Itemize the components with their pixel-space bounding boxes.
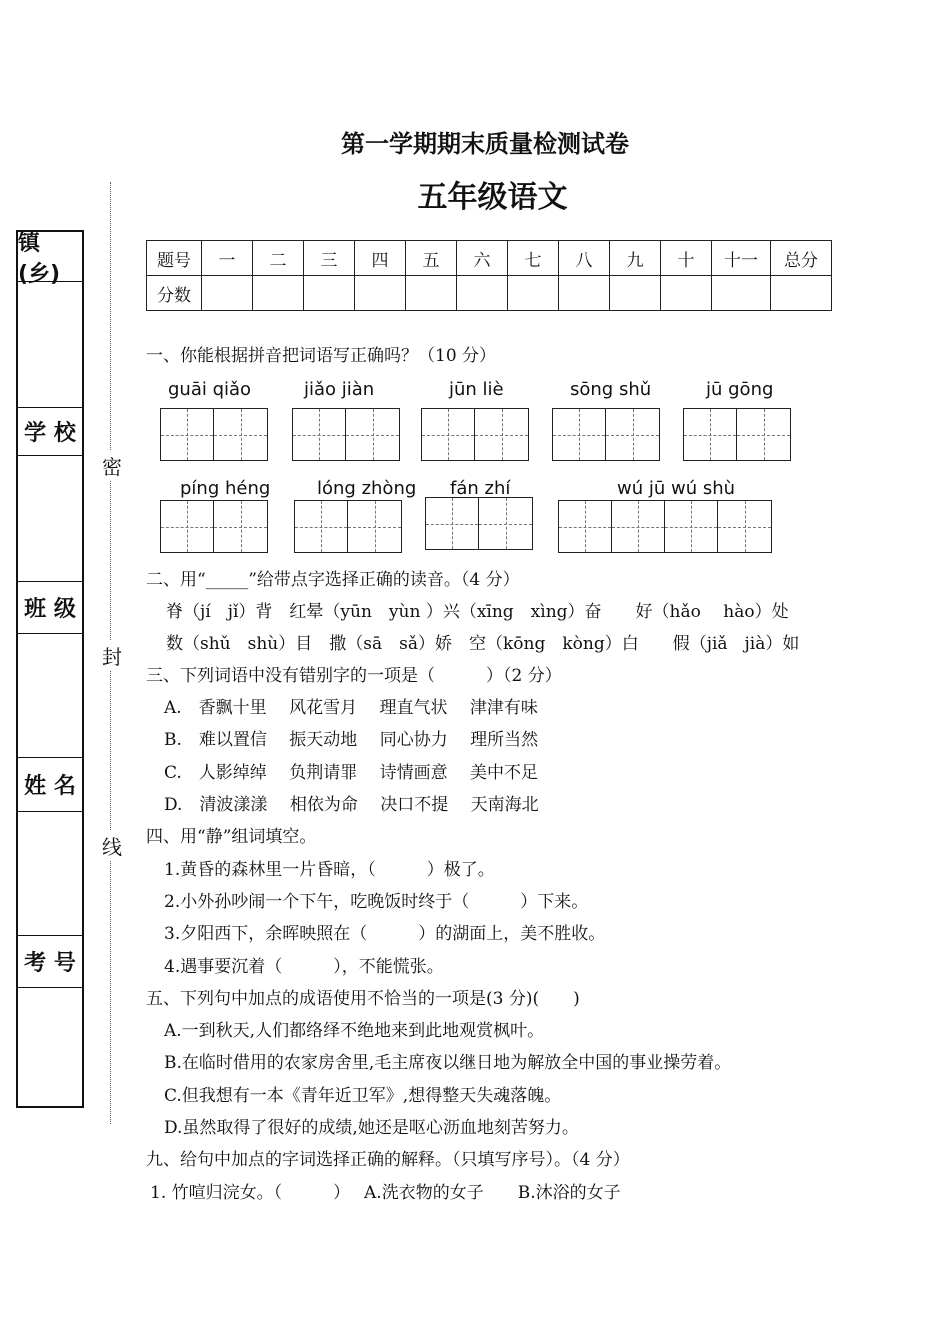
section9-heading: 九、给句中加点的字词选择正确的解释。（只填写序号）。（4 分） [146,1150,630,1170]
character-grid[interactable] [425,497,533,550]
character-grid[interactable] [294,500,402,553]
section2-heading: 二、用“_____”给带点字选择正确的读音。（4 分） [146,570,520,590]
score-cell[interactable] [304,276,355,311]
section5-heading: 五、下列句中加点的成语使用不恰当的一项是(3 分)( ) [146,989,580,1009]
pinyin-label: jiǎo jiàn [304,379,375,400]
score-cell[interactable] [202,276,253,311]
option-line: D.虽然取得了很好的成绩,她还是呕心沥血地刻苦努力。 [164,1118,579,1138]
name-field[interactable] [18,812,82,936]
character-grid[interactable] [558,500,772,553]
score-cell[interactable] [508,276,559,311]
class-field[interactable] [18,634,82,758]
score-cell[interactable] [406,276,457,311]
character-grid[interactable] [421,408,529,461]
table-header-cell: 九 [610,241,661,276]
pinyin-label: píng héng [180,478,271,499]
class-label: 班 级 [18,582,82,634]
seal-char-feng: 封 [100,641,124,670]
score-cell[interactable] [661,276,712,311]
school-label: 学 校 [18,408,82,456]
table-header-cell: 二 [253,241,304,276]
question-item: 1. 竹喧归浣女。（ ） A.洗衣物的女子 B.沐浴的女子 [150,1183,621,1203]
score-cell[interactable] [253,276,304,311]
character-grid[interactable] [160,500,268,553]
exam-subtitle: 五年级语文 [417,180,568,215]
school-field[interactable] [18,456,82,582]
table-header-cell: 总分 [771,241,832,276]
table-header-cell: 六 [457,241,508,276]
section1-heading: 一、你能根据拼音把词语写正确吗？（10 分） [146,346,497,366]
score-cell[interactable] [712,276,771,311]
exam-title: 第一学期期末质量检测试卷 [341,130,629,158]
option-line: A. 香飘十里 风花雪月 理直气状 津津有味 [164,698,538,718]
pinyin-label: wú jū wú shù [617,478,736,499]
score-table-header-row [147,241,832,276]
section4-heading: 四、用“静”组词填空。 [146,827,317,847]
section3-heading: 三、下列词语中没有错别字的一项是（ ）（2 分） [146,666,562,686]
section2-line: 脊（jí jǐ）背 红晕（yūn yùn ）兴（xīng xìng）奋 好（hǎo hào）处 [166,602,789,622]
question-item: 2.小外孙吵闹一个下午，吃晚饭时终于（ ）下来。 [164,892,589,912]
table-header-cell: 三 [304,241,355,276]
table-header-cell: 十 [661,241,712,276]
table-header-cell: 题号 [147,241,202,276]
score-table [146,240,832,311]
pinyin-label: lóng zhòng [317,478,417,499]
town-label: 镇(乡) [18,232,82,282]
pinyin-label: fán zhí [450,478,511,499]
score-cell[interactable] [355,276,406,311]
option-line: B.在临时借用的农家房舍里,毛主席夜以继日地为解放全中国的事业操劳着。 [164,1053,732,1073]
score-row-label: 分数 [147,276,202,311]
character-grid[interactable] [160,408,268,461]
score-cell[interactable] [559,276,610,311]
table-header-cell: 七 [508,241,559,276]
pinyin-label: guāi qiǎo [168,379,252,400]
seal-char-xian: 线 [100,831,124,860]
question-item: 4.遇事要沉着（ ），不能慌张。 [164,957,444,977]
table-header-cell: 十一 [712,241,771,276]
table-header-cell: 一 [202,241,253,276]
score-cell[interactable] [457,276,508,311]
town-field[interactable] [18,282,82,408]
exam-number-field[interactable] [18,988,82,1106]
character-grid[interactable] [552,408,660,461]
option-line: B. 难以置信 振天动地 同心协力 理所当然 [164,730,539,750]
character-grid[interactable] [292,408,400,461]
option-line: D. 清波漾漾 相依为命 决口不提 天南海北 [164,795,539,815]
pinyin-label: sōng shǔ [570,379,652,400]
name-label: 姓 名 [18,758,82,812]
seal-char-mi: 密 [100,451,124,480]
table-header-cell: 八 [559,241,610,276]
pinyin-label: jūn liè [449,379,504,400]
option-line: A.一到秋天,人们都络绎不绝地来到此地观赏枫叶。 [164,1021,545,1041]
score-cell[interactable] [771,276,832,311]
option-line: C. 人影绰绰 负荆请罪 诗情画意 美中不足 [164,763,539,783]
table-header-cell: 四 [355,241,406,276]
score-cell[interactable] [610,276,661,311]
pinyin-label: jū gōng [706,379,774,400]
character-grid[interactable] [683,408,791,461]
section2-line: 数（shǔ shù）目 撒（sā sǎ）娇 空（kōng kòng）白 假（jiǎ jià）如 [166,634,800,654]
option-line: C.但我想有一本《青年近卫军》,想得整天失魂落魄。 [164,1086,562,1106]
question-item: 3.夕阳西下，余晖映照在（ ）的湖面上，美不胜收。 [164,924,606,944]
exam-number-label: 考 号 [18,936,82,988]
score-table-score-row [147,276,832,311]
table-header-cell: 五 [406,241,457,276]
question-item: 1.黄昏的森林里一片昏暗，（ ）极了。 [164,860,495,880]
